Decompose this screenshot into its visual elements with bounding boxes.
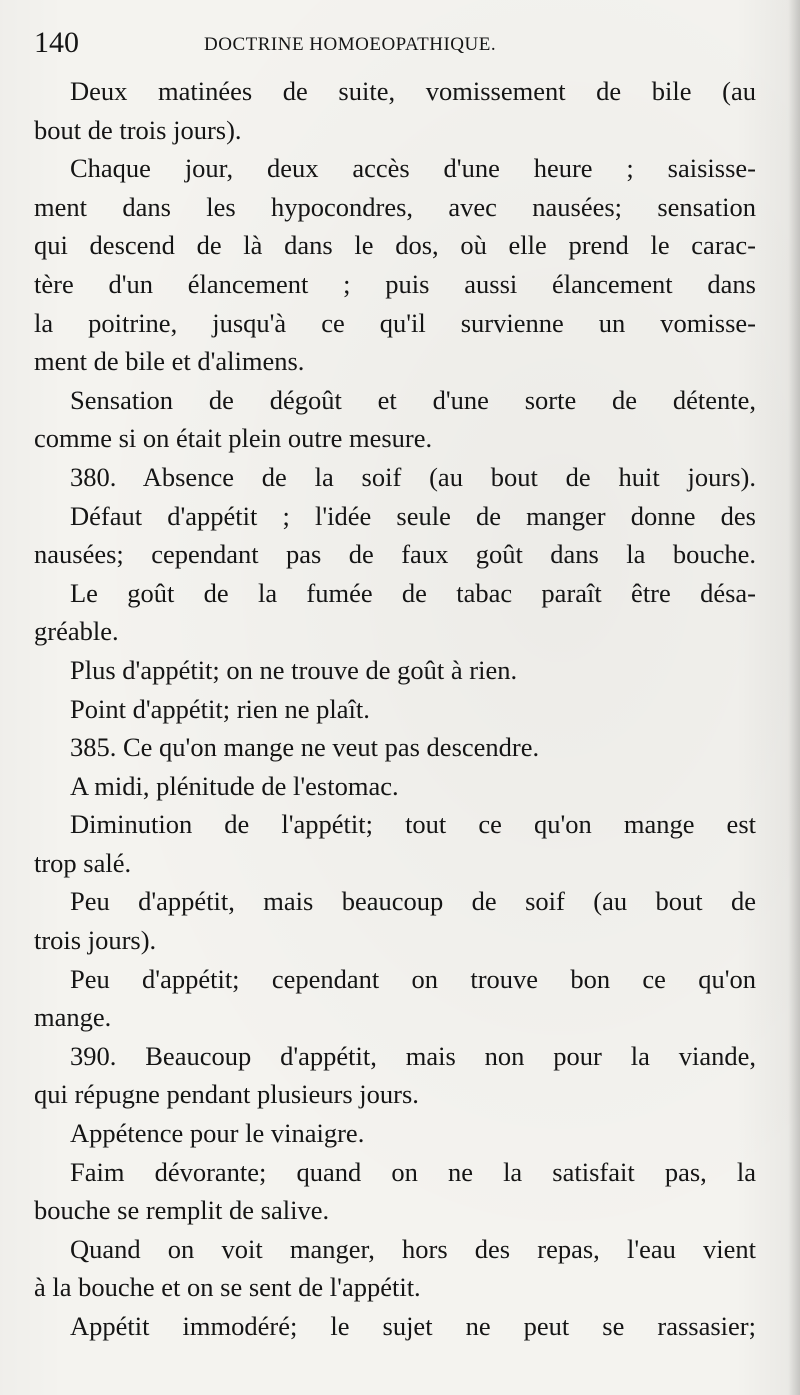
text-line: Point d'appétit; rien ne plaît. xyxy=(70,693,370,724)
page-number: 140 xyxy=(34,26,79,59)
text-line: bouche se remplit de salive. xyxy=(34,1195,330,1226)
text-line: bout de trois jours). xyxy=(34,114,242,145)
page-header xyxy=(34,26,764,66)
text-line: Quand on voit manger, hors des repas, l'eau vient xyxy=(70,1233,756,1264)
text-line: Peu d'appétit; cependant on trouve bon ce qu'on xyxy=(70,963,756,994)
text-line: trop salé. xyxy=(34,847,132,878)
text-line: Deux matinées de suite, vomissement de bile (au xyxy=(70,76,756,106)
text-line: Chaque jour, deux accès d'une heure ; saisisse- xyxy=(70,153,756,184)
text-line: Sensation de dégoût et d'une sorte de détente, xyxy=(70,384,756,415)
text-line: tère d'un élancement ; puis aussi élancement dans xyxy=(34,268,756,299)
text-line: nausées; cependant pas de faux goût dans la bouche. xyxy=(34,539,756,570)
text-line: à la bouche et on se sent de l'appétit. xyxy=(34,1272,421,1303)
text-line: Appétit immodéré; le sujet ne peut se rassasier; xyxy=(70,1311,756,1341)
text-line: Peu d'appétit, mais beaucoup de soif (au bout de xyxy=(70,886,756,917)
text-line: Défaut d'appétit ; l'idée seule de manger donne des xyxy=(70,500,756,531)
text-line: mange. xyxy=(34,1002,112,1033)
text-line: gréable. xyxy=(34,616,119,647)
body-text xyxy=(34,72,756,1346)
text-line: ment de bile et d'alimens. xyxy=(34,346,305,377)
text-line: Appétence pour le vinaigre. xyxy=(70,1118,365,1149)
page-edge-shadow xyxy=(788,0,800,1395)
text-line: la poitrine, jusqu'à ce qu'il survienne un vomisse- xyxy=(34,307,756,338)
text-line: 380. Absence de la soif (au bout de huit jours). xyxy=(70,461,756,492)
text-line: A midi, plénitude de l'estomac. xyxy=(70,770,399,801)
text-line: 385. Ce qu'on mange ne veut pas descendre. xyxy=(70,732,540,763)
text-line: trois jours). xyxy=(34,925,157,956)
text-line: ment dans les hypocondres, avec nausées; sensation xyxy=(34,191,756,222)
running-title: DOCTRINE HOMOEOPATHIQUE. xyxy=(204,34,497,55)
text-line: qui descend de là dans le dos, où elle prend le carac- xyxy=(34,230,756,261)
text-line: qui répugne pendant plusieurs jours. xyxy=(34,1079,419,1110)
text-line: Faim dévorante; quand on ne la satisfait pas, la xyxy=(70,1156,756,1187)
text-line: Plus d'appétit; on ne trouve de goût à rien. xyxy=(70,654,518,685)
text-line: comme si on était plein outre mesure. xyxy=(34,423,433,454)
text-line: Le goût de la fumée de tabac paraît être désa- xyxy=(70,577,756,608)
text-line: Diminution de l'appétit; tout ce qu'on mange est xyxy=(70,809,756,840)
text-line: 390. Beaucoup d'appétit, mais non pour la viande, xyxy=(70,1040,756,1071)
